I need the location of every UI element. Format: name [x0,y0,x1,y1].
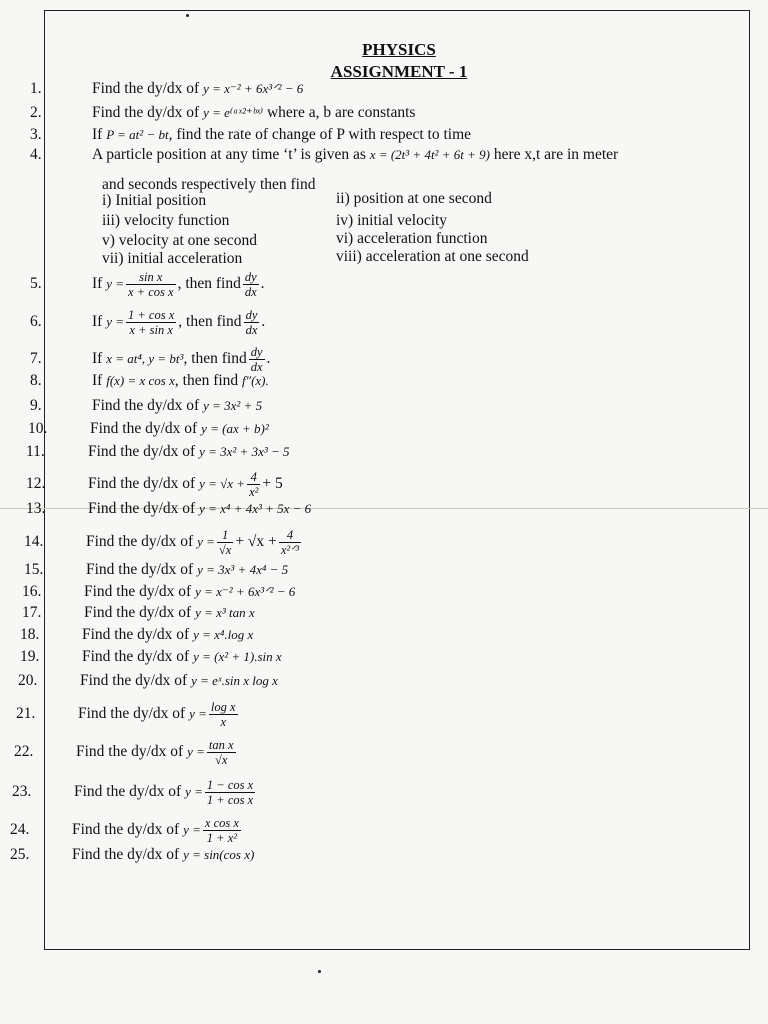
question-number: 25. [10,846,30,863]
question-text [82,626,253,644]
fraction-numerator: x cos x [204,816,239,830]
fraction [209,700,238,729]
question-lead: Find the dy/dx of [80,672,192,689]
fraction [203,816,241,845]
question-lead: Find the dy/dx of [76,743,188,761]
question-item [28,104,728,122]
question-text [72,816,243,845]
question-number: 21. [16,705,36,723]
question-number: 24. [10,821,30,839]
fraction [217,528,233,557]
fraction-denominator: dx [250,360,263,374]
question-number: 5. [30,275,42,293]
question-lead: Find the dy/dx of [72,821,184,839]
question-text [80,672,278,690]
question-text [78,700,240,729]
question-tail: where a, b are constants [263,104,416,121]
fraction-denominator: 1 + cos x [206,793,254,807]
question-tail: here x,t are in meter [489,146,619,163]
fraction-denominator: x + cos x [128,285,174,299]
q4-continuation: and seconds respectively then find [102,176,316,193]
equation: y = (ax + b)² [201,421,269,436]
equation: f(x) = x cos x [106,373,175,388]
fraction-numerator: log x [210,700,236,714]
question-lead: Find the dy/dx of [88,500,200,517]
fraction [279,528,301,557]
equation: y = 3x² + 3x³ − 5 [199,444,290,459]
fraction-numerator: dy [244,270,257,284]
question-lead: Find the dy/dx of [86,561,198,578]
question-item [24,443,724,461]
speck [186,14,189,17]
question-item [8,846,708,864]
fraction-numerator: tan x [208,738,234,752]
question-lead: Find the dy/dx of [84,604,196,621]
question-lead: Find the dy/dx of [84,583,196,600]
question-text [92,104,415,122]
question-number: 23. [12,783,32,801]
subpart-item: i) Initial position [102,192,207,209]
fraction [243,270,259,299]
punctuation: . [261,313,266,331]
question-item [14,700,714,729]
equation: y = [183,822,201,838]
question-item [26,420,726,438]
question-text [88,500,311,518]
question-text [92,345,270,374]
fraction-denominator: x + sin x [129,323,173,337]
fraction-denominator: dx [245,323,258,337]
fraction-numerator: 1 [217,528,233,543]
fraction [126,308,176,337]
question-lead: If [92,275,107,293]
question-item [12,738,712,767]
question-item [28,126,728,144]
question-item [18,626,718,644]
equation: y = [197,534,215,550]
question-item [10,778,710,807]
subpart-item: iv) initial velocity [336,212,448,229]
question-number: 10. [28,420,48,437]
equation: y = x⁴ + 4x³ + 5x − 6 [199,501,312,516]
fraction-denominator: √x [218,543,232,557]
equation: y = x³ tan x [195,605,255,620]
subpart-item: iii) velocity function [102,212,230,229]
question-tail: , then find [177,275,241,293]
question-item [28,308,728,337]
question-number: 13. [26,500,46,517]
question-number: 4. [30,146,42,163]
fraction-numerator: 4 [279,528,301,543]
question-text [92,146,618,164]
question-lead: Find the dy/dx of [90,420,202,437]
assignment-heading: ASSIGNMENT - 1 [330,62,468,81]
fraction-denominator: √x [215,753,228,767]
fraction-denominator: 1 + x² [206,831,238,845]
question-number: 17. [22,604,42,621]
question-lead: Find the dy/dx of [82,626,194,643]
question-number: 18. [20,626,40,643]
fraction [249,345,265,374]
fraction [207,738,236,767]
fraction-numerator: 4 [247,470,260,485]
fraction-numerator: sin x [126,270,176,285]
equation: y = [106,276,124,292]
question-lead: Find the dy/dx of [78,705,190,723]
subpart-item: vi) acceleration function [336,230,488,247]
question-lead: A particle position at any time ‘t’ is given as [92,146,370,163]
question-tail: + 5 [262,475,283,493]
fraction [126,270,176,299]
fraction-denominator: dx [244,285,257,299]
question-number: 3. [30,126,42,143]
equation: x = at⁴, y = bt³ [106,351,184,367]
question-number: 19. [20,648,40,665]
question-text [76,738,238,767]
fraction-denominator: x²ᐟ³ [280,543,300,557]
equation: y = eˣ.sin x log x [191,673,278,688]
fraction [244,308,260,337]
question-text [92,397,262,415]
question-text [92,270,265,299]
fraction-denominator: x [220,715,226,729]
question-text [88,443,290,461]
question-item [22,561,722,579]
equation: f″(x). [242,373,269,388]
question-number: 16. [22,583,42,600]
equation: y = 3x³ + 4x⁴ − 5 [197,562,289,577]
question-item [22,528,722,557]
equation: y = sin(cos x) [183,847,255,862]
question-item [18,648,718,666]
question-text [92,372,269,390]
question-item [8,816,708,845]
question-tail: , find the rate of change of P with respect to time [168,126,472,143]
question-lead: Find the dy/dx of [92,104,204,121]
equation: y = x⁴.log x [193,627,254,642]
question-lead: If [92,126,107,143]
punctuation: . [266,350,271,368]
question-lead: Find the dy/dx of [92,397,204,414]
question-item [28,397,728,415]
fraction-numerator: dy [250,345,263,359]
question-item [28,372,728,390]
equation: y = (x² + 1).sin x [193,649,282,664]
question-number: 20. [18,672,38,689]
question-item [20,604,720,622]
equation: y = [185,784,203,800]
equation: y = [106,314,124,330]
question-text [92,308,265,337]
question-text [86,561,288,579]
question-item [24,470,724,499]
question-text [84,583,295,601]
equation: y = 3x² + 5 [203,398,263,413]
question-text [82,648,282,666]
subpart-item: vii) initial acceleration [102,250,243,267]
question-item [24,500,724,518]
question-tail: , then find [178,313,242,331]
question-item [28,270,728,299]
equation: y = √x + [199,476,246,492]
fraction [247,470,260,499]
subpart-item: v) velocity at one second [102,232,257,249]
question-text [92,80,303,98]
question-lead: Find the dy/dx of [88,443,200,460]
question-number: 11. [26,443,45,460]
question-number: 1. [30,80,42,97]
equation: y = [189,706,207,722]
subpart-item: viii) acceleration at one second [336,248,529,265]
fraction-numerator: dy [245,308,258,322]
question-tail: , then find [183,350,247,368]
subpart-item: ii) position at one second [336,190,492,207]
equation: y = x⁻² + 6x³ᐟ² − 6 [203,81,304,96]
fraction-numerator: 1 − cos x [206,778,254,792]
fraction-numerator: 1 + cos x [128,308,175,322]
question-lead: Find the dy/dx of [88,475,200,493]
question-tail: + √x + [235,533,277,551]
equation: y = e⁽ᵃˣ²⁺ᵇˣ⁾ [203,105,264,120]
question-number: 6. [30,313,42,331]
question-text [74,778,257,807]
question-lead: If [92,372,107,389]
question-lead: Find the dy/dx of [74,783,186,801]
page-title: PHYSICS [362,40,436,59]
question-number: 14. [24,533,44,551]
question-tail: , then find [174,372,243,389]
question-item [28,146,728,164]
question-lead: Find the dy/dx of [92,80,204,97]
equation: P = at² − bt [106,127,169,142]
punctuation: . [260,275,265,293]
question-lead: Find the dy/dx of [86,533,198,551]
question-text [72,846,254,864]
question-lead: Find the dy/dx of [72,846,184,863]
question-item [28,80,728,98]
question-lead: Find the dy/dx of [82,648,194,665]
question-item [20,583,720,601]
question-text [90,420,269,438]
equation: y = [187,744,205,760]
question-number: 2. [30,104,42,121]
question-lead: If [92,313,107,331]
question-text [84,604,255,622]
question-number: 9. [30,397,42,414]
question-text [88,470,283,499]
question-item [28,345,728,374]
equation: y = x⁻² + 6x³ᐟ² − 6 [195,584,296,599]
fraction-denominator: x² [249,485,259,499]
question-lead: If [92,350,107,368]
question-number: 8. [30,372,42,389]
question-text [86,528,303,557]
speck [318,970,321,973]
question-number: 7. [30,350,42,368]
question-number: 12. [26,475,46,493]
equation: x = (2t³ + 4t² + 6t + 9) [369,147,490,162]
fraction [205,778,255,807]
question-number: 15. [24,561,44,578]
question-text [92,126,471,144]
question-item [16,672,716,690]
question-number: 22. [14,743,34,761]
